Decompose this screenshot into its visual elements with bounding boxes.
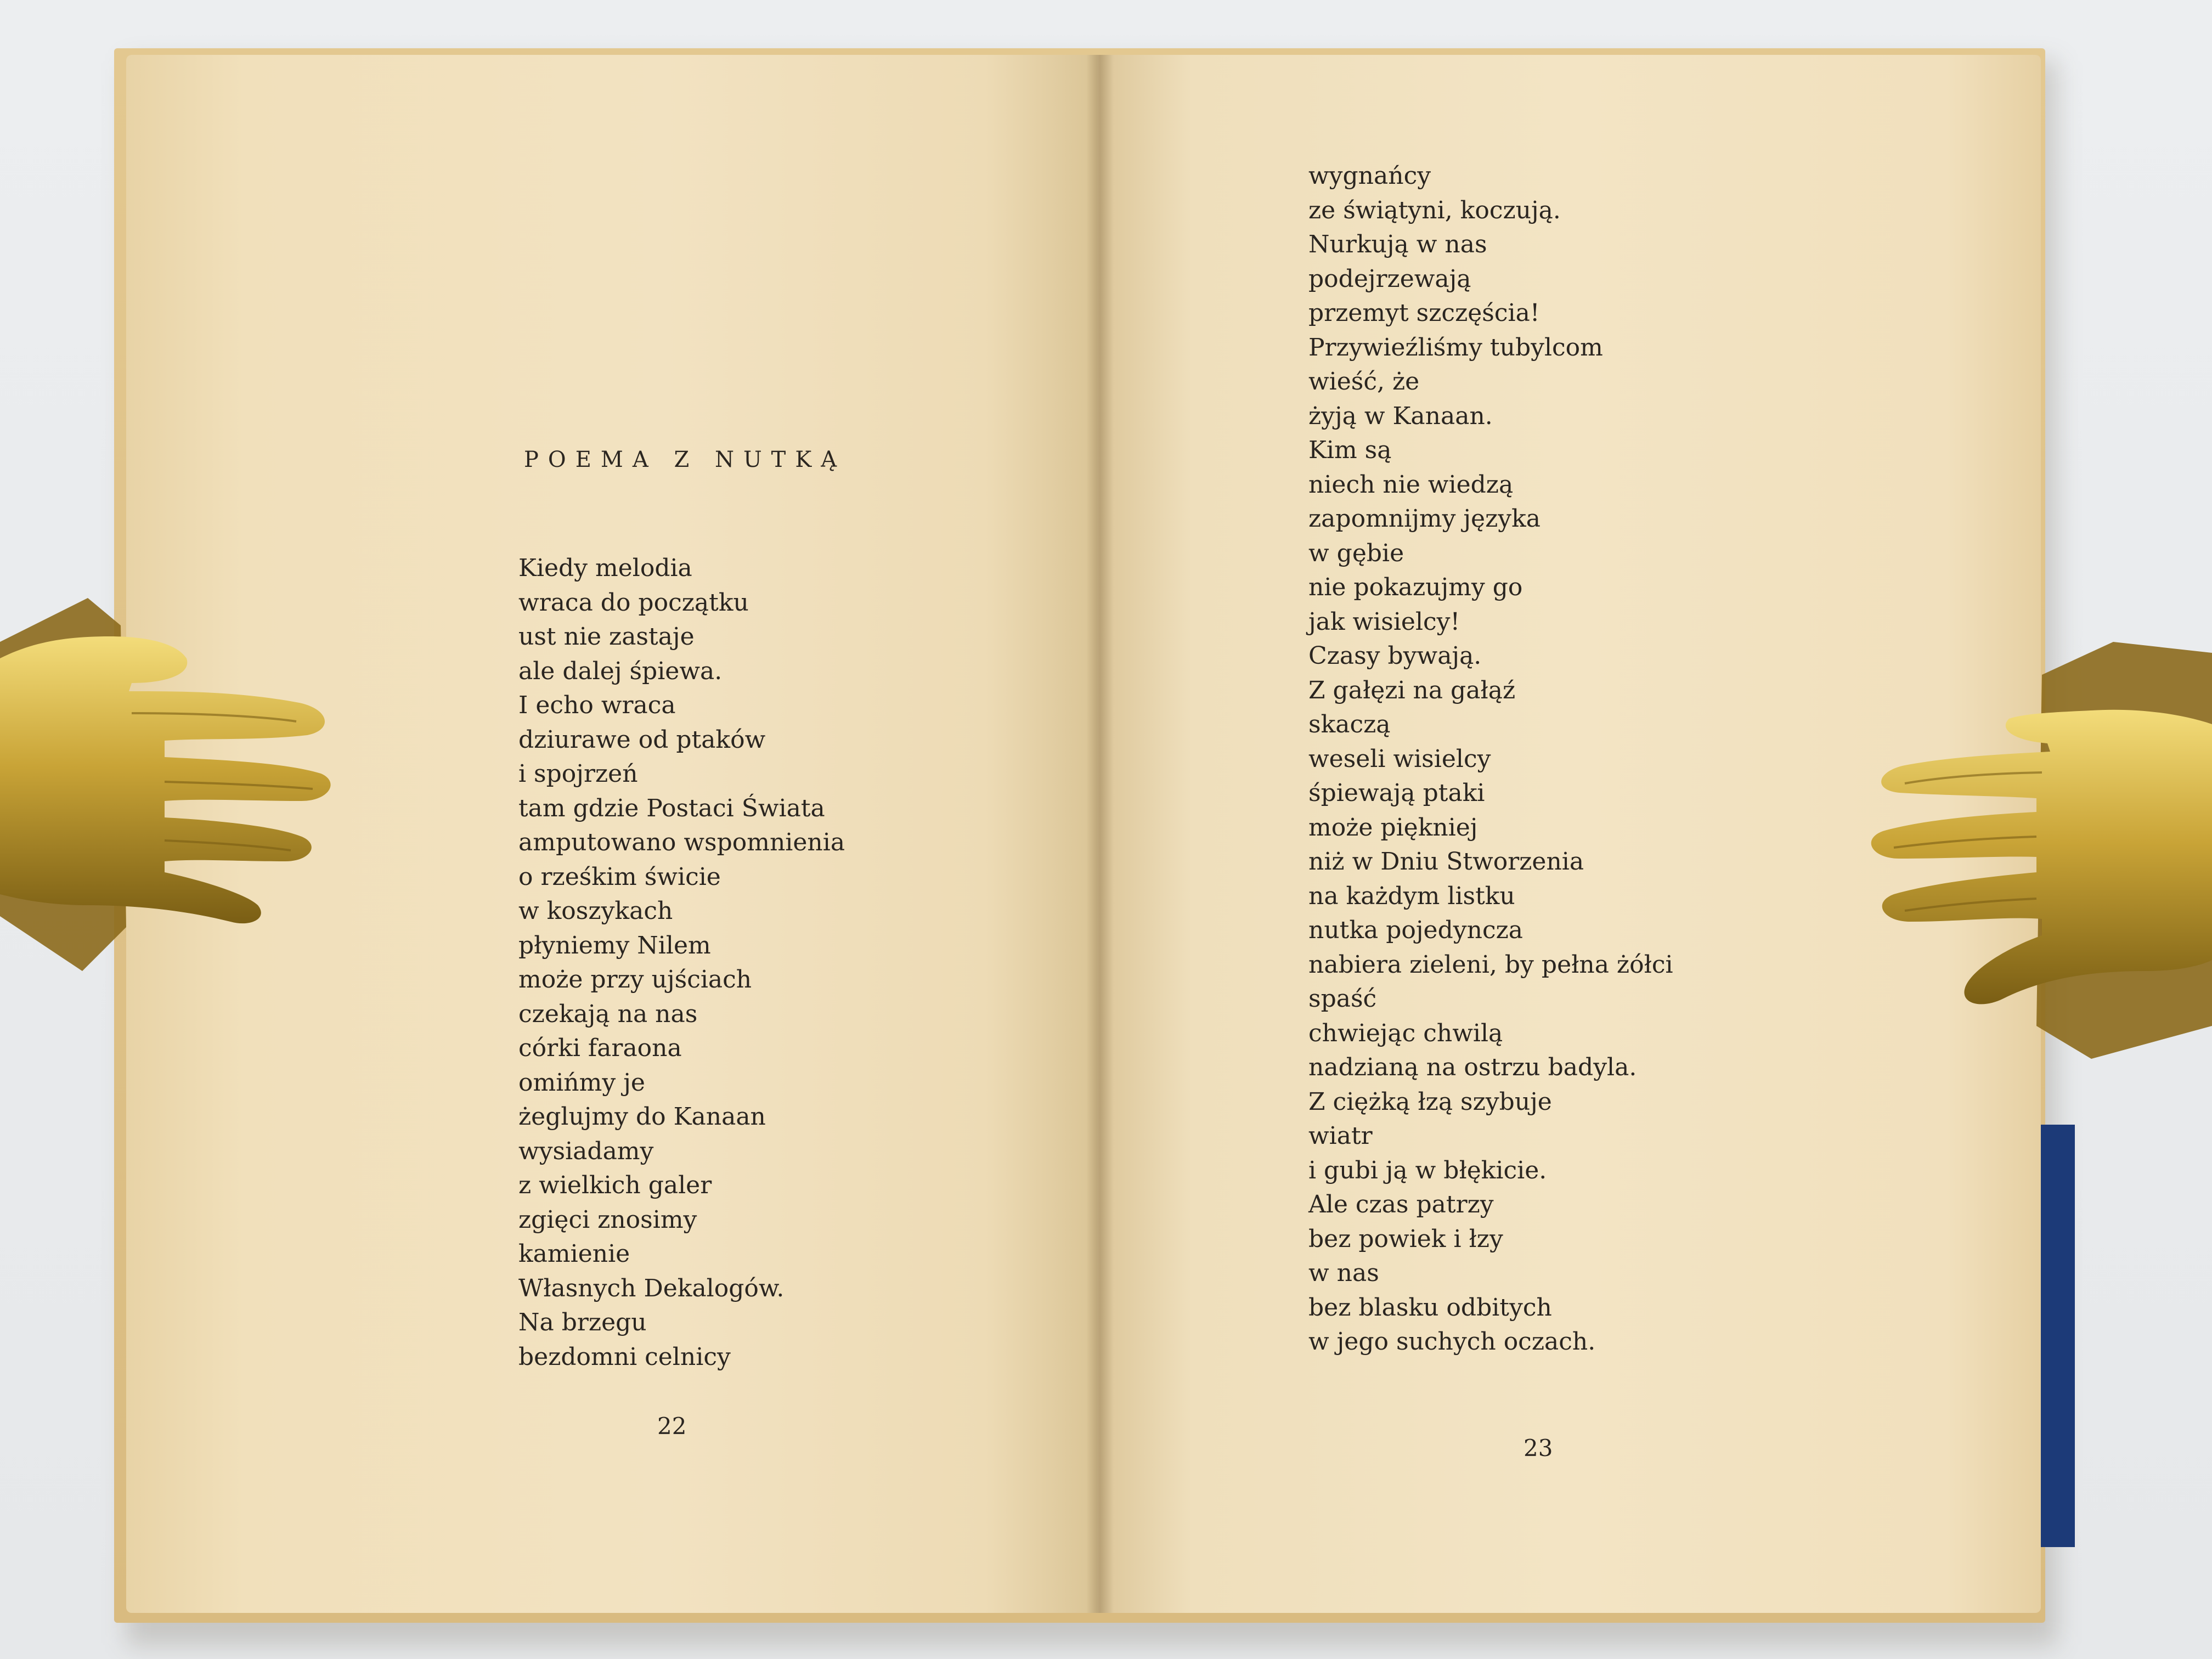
right-poem-line: Przywieźliśmy tubylcom [1308,333,1603,362]
left-poem-line: kamienie [518,1240,630,1268]
right-poem-line: w nas [1308,1259,1379,1287]
right-poem-line: Z ciężką łzą szybuje [1308,1087,1552,1116]
page-number-right: 23 [1523,1435,1553,1462]
right-poem-line: ze świątyni, koczują. [1308,196,1561,224]
right-poem-line: podejrzewają [1308,264,1471,293]
right-poem-line: w gębie [1308,539,1404,567]
left-poem-line: z wielkich galer [518,1171,712,1199]
right-poem-line: chwiejąc chwilą [1308,1019,1503,1047]
left-poem-line: zgięci znosimy [518,1205,697,1234]
book-gutter [1086,55,1114,1613]
right-poem-line: nadzianą na ostrzu badyla. [1308,1053,1637,1081]
right-poem-line: przemyt szczęścia! [1308,299,1540,327]
left-poem-line: ust nie zastaje [518,623,695,651]
brass-hand-page-holder-left-icon [0,576,351,993]
left-poem-line: wysiadamy [518,1137,654,1165]
right-poem-line: na każdym listku [1308,882,1515,910]
left-poem-line: żeglujmy do Kanaan [518,1103,766,1131]
left-poem-line: wraca do początku [518,588,749,617]
right-poem-line: w jego suchych oczach. [1308,1328,1596,1356]
left-poem-line: bezdomni celnicy [518,1342,731,1371]
left-poem-line: płyniemy Nilem [518,931,711,960]
right-poem-line: śpiewają ptaki [1308,779,1485,807]
left-poem-line: omińmy je [518,1068,645,1097]
right-poem-line: nabiera zieleni, by pełna żółci [1308,950,1673,979]
left-page-poem [518,551,845,1374]
right-poem-line: Czasy bywają. [1308,642,1482,670]
right-poem-line: wygnańcy [1308,162,1431,190]
right-poem-line: nie pokazujmy go [1308,573,1523,601]
right-poem-line: niech nie wiedzą [1308,470,1514,499]
right-poem-line: Kim są [1308,436,1392,464]
left-poem-line: tam gdzie Postaci Świata [518,794,825,822]
left-poem-line: dziurawe od ptaków [518,725,766,754]
right-poem-line: wiatr [1308,1122,1373,1150]
right-poem-line: Ale czas patrzy [1308,1190,1494,1218]
right-poem-line: Nurkują w nas [1308,230,1487,258]
right-poem-line: jak wisielcy! [1308,607,1460,636]
left-poem-line: Kiedy melodia [518,554,692,582]
right-poem-line: weseli wisielcy [1308,744,1491,773]
left-poem-line: ale dalej śpiewa. [518,657,723,685]
right-poem-line: nutka pojedyncza [1308,916,1523,944]
right-poem-line: bez powiek i łzy [1308,1224,1503,1253]
brass-hand-page-holder-right-icon [1861,642,2212,1059]
left-poem-line: Własnych Dekalogów. [518,1274,785,1302]
left-poem-line: czekają na nas [518,1000,698,1028]
right-poem-line: spaść [1308,985,1377,1013]
left-poem-line: w koszykach [518,897,673,925]
left-poem-line: i spojrzeń [518,760,638,788]
left-poem-line: o rześkim świcie [518,862,721,891]
left-poem-line: Na brzegu [518,1308,647,1336]
right-poem-line: wieść, że [1308,368,1420,396]
right-poem-line: zapomnijmy języka [1308,505,1541,533]
poem-title: POEMA Z NUTKĄ [524,447,847,472]
right-poem-line: Z gałęzi na gałąź [1308,676,1516,704]
right-poem-line: żyją w Kanaan. [1308,402,1493,430]
right-poem-line: może piękniej [1308,813,1478,842]
left-poem-line: córki faraona [518,1034,682,1062]
left-poem-line: może przy ujściach [518,966,752,994]
right-poem-line: niż w Dniu Stworzenia [1308,848,1584,876]
page-number-left: 22 [657,1413,687,1440]
right-page-poem [1308,159,1673,1359]
right-poem-line: skaczą [1308,710,1391,738]
left-poem-line: I echo wraca [518,691,676,719]
right-poem-line: bez blasku odbitych [1308,1293,1552,1322]
left-poem-line: amputowano wspomnienia [518,828,845,856]
right-poem-line: i gubi ją w błękicie. [1308,1156,1547,1184]
